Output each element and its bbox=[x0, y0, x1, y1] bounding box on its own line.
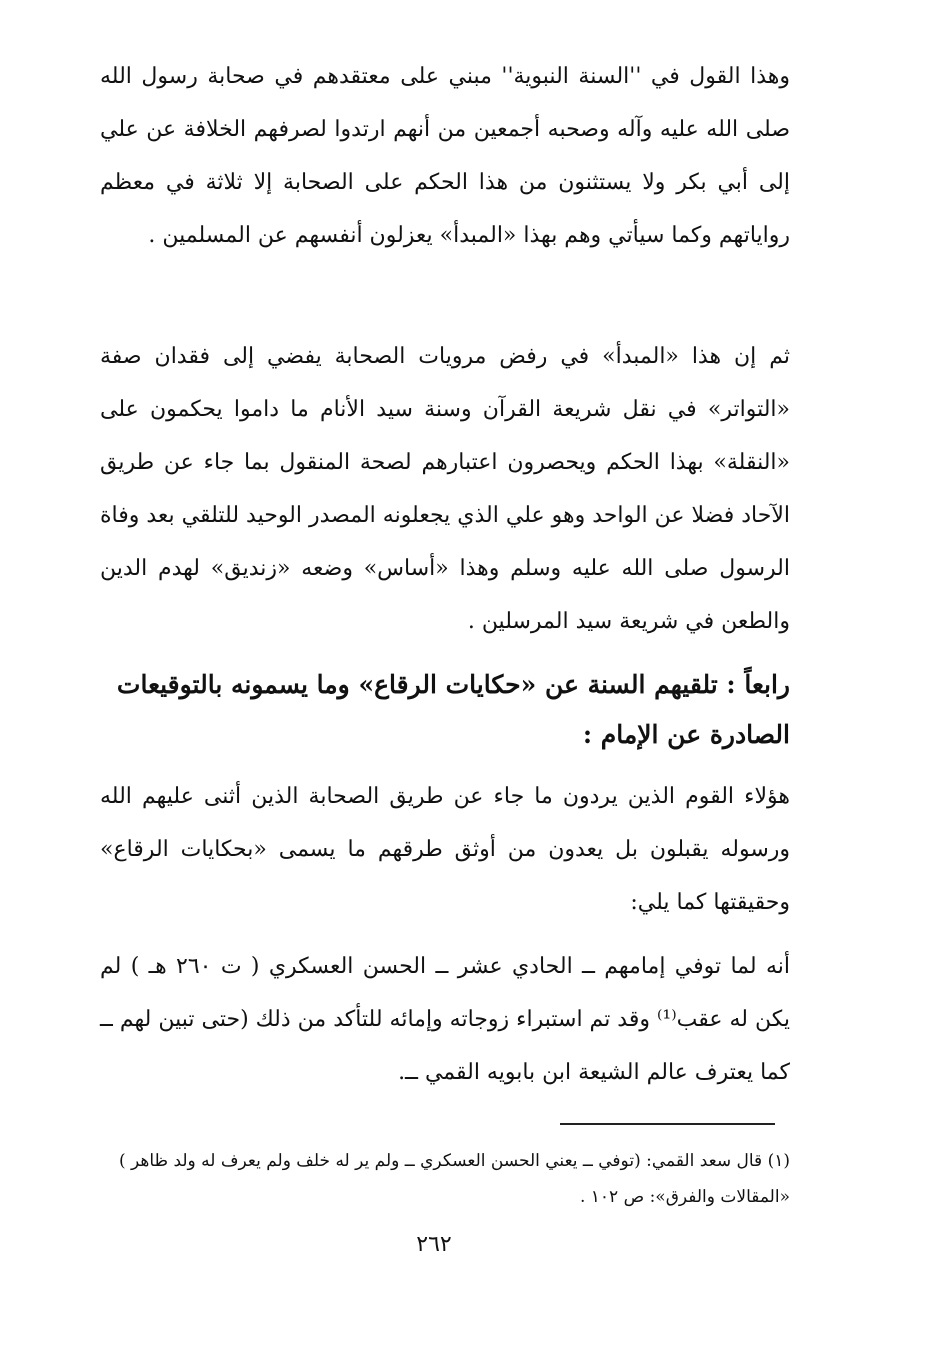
footnote: (١) قال سعد القمي: (توفي ــ يعني الحسن العسكري ــ ولم ير له خلف ولم يعرف له ولد ظاهر ) «المقالات والفرق»: ص ١٠٢ . bbox=[118, 1151, 790, 1207]
footnote-divider bbox=[560, 1123, 775, 1125]
section-heading: رابعاً : تلقيهم السنة عن «حكايات الرقاع» وما يسمونه بالتوقيعات الصادرة عن الإمام : bbox=[116, 670, 790, 749]
paragraph-2: ثم إن هذا «المبدأ» في رفض مرويات الصحابة يفضي إلى فقدان صفة «التواتر» في نقل شريعة القرآن وسنة سيد الأنام ما داموا يحكمون على «النقلة» بهذا الحكم ويحصرون اعتبارهم لصحة المنقول بما جاء عن طريق الآحاد فضلا عن الواحد وهو علي الذي يجعلونه المصدر الوحيد للتلقي بعد وفاة الرسول صلى الله عليه وسلم وهذا «أساس» وضعه «زنديق» لهدم الدين والطعن في شريعة سيد المرسلين . bbox=[100, 344, 790, 634]
page-number: ٢٦٢ bbox=[416, 1232, 452, 1257]
paragraph-3: هؤلاء القوم الذين يردون ما جاء عن طريق الصحابة الذين أثنى عليهم الله ورسوله يقبلون بل يعدون من أوثق طرقهم ما يسمى «بحكايات الرقاع» وحقيقتها كما يلي: bbox=[100, 784, 790, 915]
paragraph-4: أنه لما توفي إمامهم ــ الحادي عشر ــ الحسن العسكري ( ت ٢٦٠ هـ ) لم يكن له عقب⁽¹⁾ وقد تم استبراء زوجاته وإمائه للتأكد من ذلك (حتى تبين لهم ــ كما يعترف عالم الشيعة ابن بابويه القمي ــ. bbox=[99, 954, 790, 1085]
paragraph-1: وهذا القول في ''السنة النبوية'' مبني على معتقدهم في صحابة رسول الله صلى الله عليه وآله وصحبه أجمعين من أنهم ارتدوا لصرفهم الخلافة عن علي إلى أبي بكر ولا يستثنون من هذا الحكم على الصحابة إلا ثلاثة في معظم رواياتهم وكما سيأتي وهم بهذا «المبدأ» يعزلون أنفسهم عن المسلمين . bbox=[100, 64, 790, 248]
